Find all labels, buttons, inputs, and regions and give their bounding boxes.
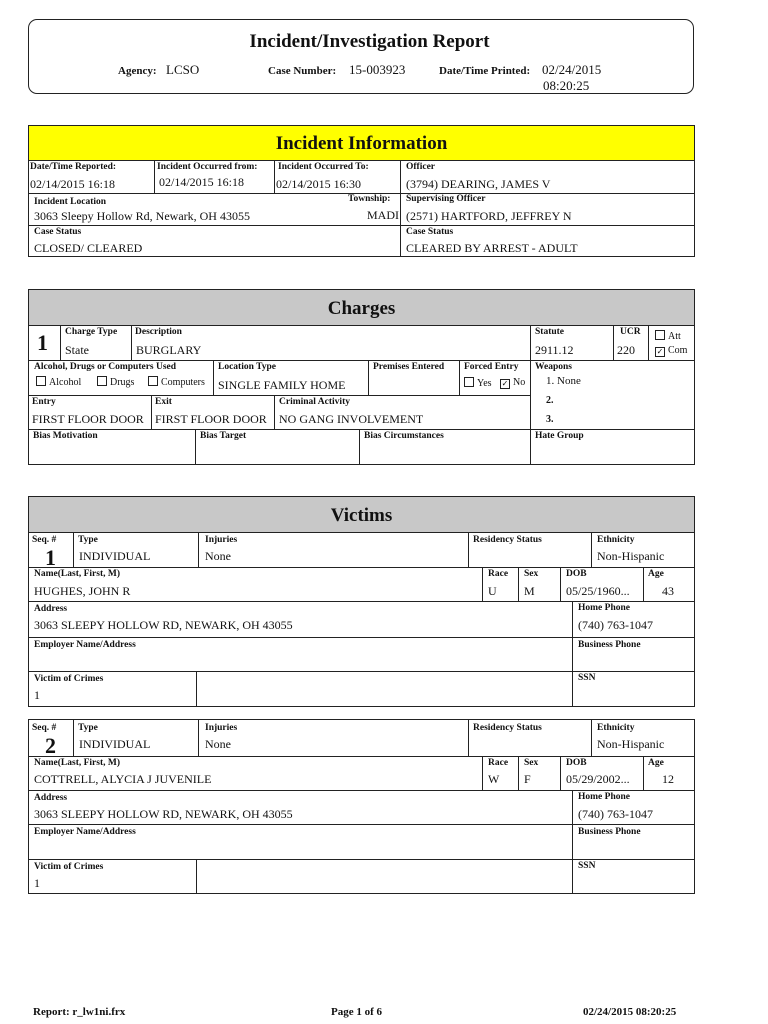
victim-type-value: INDIVIDUAL	[79, 737, 151, 751]
printed-date: 02/24/2015	[542, 62, 602, 77]
victim-age-value: 12	[662, 772, 674, 786]
victim-type-value: INDIVIDUAL	[79, 549, 151, 563]
location-value: 3063 Sleepy Hollow Rd, Newark, OH 43055	[34, 209, 250, 223]
victim-age-label: Age	[648, 758, 664, 768]
report-title: Incident/Investigation Report	[249, 31, 490, 52]
victim-race-label: Race	[488, 569, 509, 579]
drugs-checkbox-box	[97, 376, 107, 386]
victim-ssn-label: SSN	[578, 861, 596, 871]
forced-entry-label: Forced Entry	[464, 362, 519, 372]
victim-name-value: COTTRELL, ALYCIA J JUVENILE	[34, 772, 212, 786]
officer-value: (3794) DEARING, JAMES V	[406, 177, 551, 191]
weapon-1: 1. None	[546, 375, 581, 387]
victim-employer-label: Employer Name/Address	[34, 827, 136, 837]
charge-type-value: State	[65, 343, 89, 357]
victim-home-phone-label: Home Phone	[578, 603, 630, 613]
victim-name-label: Name(Last, First, M)	[34, 758, 121, 768]
computers-checkbox-box	[148, 376, 158, 386]
victim-home-phone-value: (740) 763-1047	[578, 807, 653, 821]
victim-business-phone-label: Business Phone	[578, 640, 641, 650]
case-status-label: Case Status	[34, 227, 82, 237]
adc-label: Alcohol, Drugs or Computers Used	[34, 362, 177, 372]
victim-type-label: Type	[78, 535, 98, 545]
charge-seq: 1	[37, 330, 48, 355]
alcohol-checkbox-box	[36, 376, 46, 386]
occurred-from-value: 02/14/2015 16:18	[159, 175, 245, 189]
exit-label: Exit	[155, 397, 172, 407]
alcohol-checkbox[interactable]	[36, 376, 81, 388]
entry-label: Entry	[32, 397, 56, 407]
victim-of-crimes-label: Victim of Crimes	[34, 862, 104, 872]
victim-seq-label: Seq. #	[32, 535, 57, 545]
premises-label: Premises Entered	[373, 362, 445, 372]
charges-banner: Charges	[28, 289, 695, 326]
victim-home-phone-label: Home Phone	[578, 792, 630, 802]
case-status-value: CLOSED/ CLEARED	[34, 241, 143, 255]
criminal-activity-value: NO GANG INVOLVEMENT	[279, 412, 424, 426]
hate-group-label: Hate Group	[535, 431, 584, 441]
ucr-label: UCR	[620, 327, 641, 337]
att-checkbox[interactable]	[655, 330, 681, 342]
weapons-label: Weapons	[535, 362, 572, 372]
checkmark-icon: ✓	[501, 379, 509, 388]
footer-report: Report: r_lw1ni.frx	[33, 1006, 126, 1018]
victim-name-label: Name(Last, First, M)	[34, 569, 121, 579]
township-value: MADI	[367, 208, 399, 222]
computers-checkbox[interactable]	[148, 376, 205, 388]
victim-sex-value: M	[524, 584, 535, 598]
victim-address-label: Address	[34, 793, 68, 803]
victim-residency-label: Residency Status	[473, 723, 542, 733]
victim-dob-value: 05/29/2002...	[566, 772, 630, 786]
forced-yes-checkbox-box	[464, 377, 474, 387]
occurred-to-label: Incident Occurred To:	[278, 162, 369, 172]
victim-employer-label: Employer Name/Address	[34, 640, 136, 650]
victim-residency-label: Residency Status	[473, 535, 542, 545]
com-label: Com	[668, 345, 688, 356]
victim-seq: 1	[45, 545, 56, 570]
victim-race-label: Race	[488, 758, 509, 768]
officer-label: Officer	[406, 162, 436, 172]
victim-dob-label: DOB	[566, 569, 587, 579]
footer-printed: 02/24/2015 08:20:25	[583, 1006, 677, 1018]
victim-injuries-value: None	[205, 549, 231, 563]
victim-ethnicity-value: Non-Hispanic	[597, 737, 665, 751]
victim-age-value: 43	[662, 584, 674, 598]
case-status2-label: Case Status	[406, 227, 454, 237]
victim-injuries-label: Injuries	[205, 535, 238, 545]
victim-of-crimes-value: 1	[34, 688, 40, 702]
occurred-from-label: Incident Occurred from:	[157, 162, 258, 172]
victims-banner: Victims	[28, 496, 695, 533]
victim-age-label: Age	[648, 569, 664, 579]
printed-label: Date/Time Printed:	[439, 65, 531, 77]
victim-business-phone-label: Business Phone	[578, 827, 641, 837]
location-type-value: SINGLE FAMILY HOME	[218, 378, 346, 392]
occurred-to-value: 02/14/2015 16:30	[276, 177, 362, 191]
bias-target-label: Bias Target	[200, 431, 247, 441]
ucr-value: 220	[617, 343, 635, 357]
township-label: Township:	[348, 194, 391, 204]
case-number-value: 15-003923	[349, 62, 406, 77]
bias-circumstances-label: Bias Circumstances	[364, 431, 444, 441]
footer-page: Page 1 of 6	[331, 1006, 383, 1018]
criminal-activity-label: Criminal Activity	[279, 397, 350, 407]
victim-race-value: W	[488, 772, 500, 786]
reported-label: Date/Time Reported:	[30, 162, 117, 172]
supervising-value: (2571) HARTFORD, JEFFREY N	[406, 209, 572, 223]
location-label: Incident Location	[34, 197, 107, 207]
victim-of-crimes-label: Victim of Crimes	[34, 674, 104, 684]
victim-sex-label: Sex	[524, 569, 539, 579]
alcohol-label: Alcohol	[49, 377, 82, 388]
charge-type-label: Charge Type	[65, 327, 118, 337]
forced-yes-label: Yes	[477, 378, 492, 389]
agency-label: Agency:	[118, 65, 157, 77]
case-status2-value: CLEARED BY ARREST - ADULT	[406, 241, 578, 255]
weapon-2: 2.	[546, 395, 554, 406]
drugs-label: Drugs	[110, 377, 135, 388]
victim-home-phone-value: (740) 763-1047	[578, 618, 653, 632]
victim-ethnicity-label: Ethnicity	[597, 723, 635, 733]
com-checkbox[interactable]	[655, 345, 687, 357]
exit-value: FIRST FLOOR DOOR	[155, 412, 267, 426]
victim-injuries-label: Injuries	[205, 723, 238, 733]
statute-label: Statute	[535, 327, 565, 337]
victim-address-label: Address	[34, 604, 68, 614]
att-checkbox-box	[655, 330, 665, 340]
checkmark-icon: ✓	[656, 347, 664, 356]
victim-of-crimes-value: 1	[34, 876, 40, 890]
bias-motivation-label: Bias Motivation	[33, 431, 98, 441]
victim-address-value: 3063 SLEEPY HOLLOW RD, NEWARK, OH 43055	[34, 807, 293, 821]
incident-banner: Incident Information	[28, 125, 695, 161]
victim-seq: 2	[45, 733, 56, 758]
drugs-checkbox[interactable]	[97, 376, 134, 388]
reported-value: 02/14/2015 16:18	[30, 177, 116, 191]
victim-seq-label: Seq. #	[32, 723, 57, 733]
statute-value: 2911.12	[535, 343, 574, 357]
weapon-3: 3.	[546, 414, 554, 425]
victim-dob-label: DOB	[566, 758, 587, 768]
printed-time: 08:20:25	[543, 78, 590, 93]
forced-yes-checkbox[interactable]	[464, 377, 492, 389]
supervising-label: Supervising Officer	[406, 194, 486, 204]
agency-value: LCSO	[166, 62, 200, 77]
victim-sex-value: F	[524, 772, 531, 786]
description-value: BURGLARY	[136, 343, 202, 357]
case-number-label: Case Number:	[268, 65, 337, 77]
victim-race-value: U	[488, 584, 497, 598]
victim-injuries-value: None	[205, 737, 231, 751]
description-label: Description	[135, 327, 182, 337]
victim-name-value: HUGHES, JOHN R	[34, 584, 131, 598]
victim-address-value: 3063 SLEEPY HOLLOW RD, NEWARK, OH 43055	[34, 618, 293, 632]
victim-type-label: Type	[78, 723, 98, 733]
forced-no-checkbox[interactable]	[500, 377, 525, 389]
victim-sex-label: Sex	[524, 758, 539, 768]
victim-dob-value: 05/25/1960...	[566, 584, 630, 598]
att-label: Att	[668, 331, 681, 342]
entry-value: FIRST FLOOR DOOR	[32, 412, 144, 426]
computers-label: Computers	[161, 377, 205, 388]
victim-ethnicity-label: Ethnicity	[597, 535, 635, 545]
victim-ethnicity-value: Non-Hispanic	[597, 549, 665, 563]
location-type-label: Location Type	[218, 362, 276, 372]
forced-no-label: No	[513, 377, 526, 388]
victim-ssn-label: SSN	[578, 673, 596, 683]
